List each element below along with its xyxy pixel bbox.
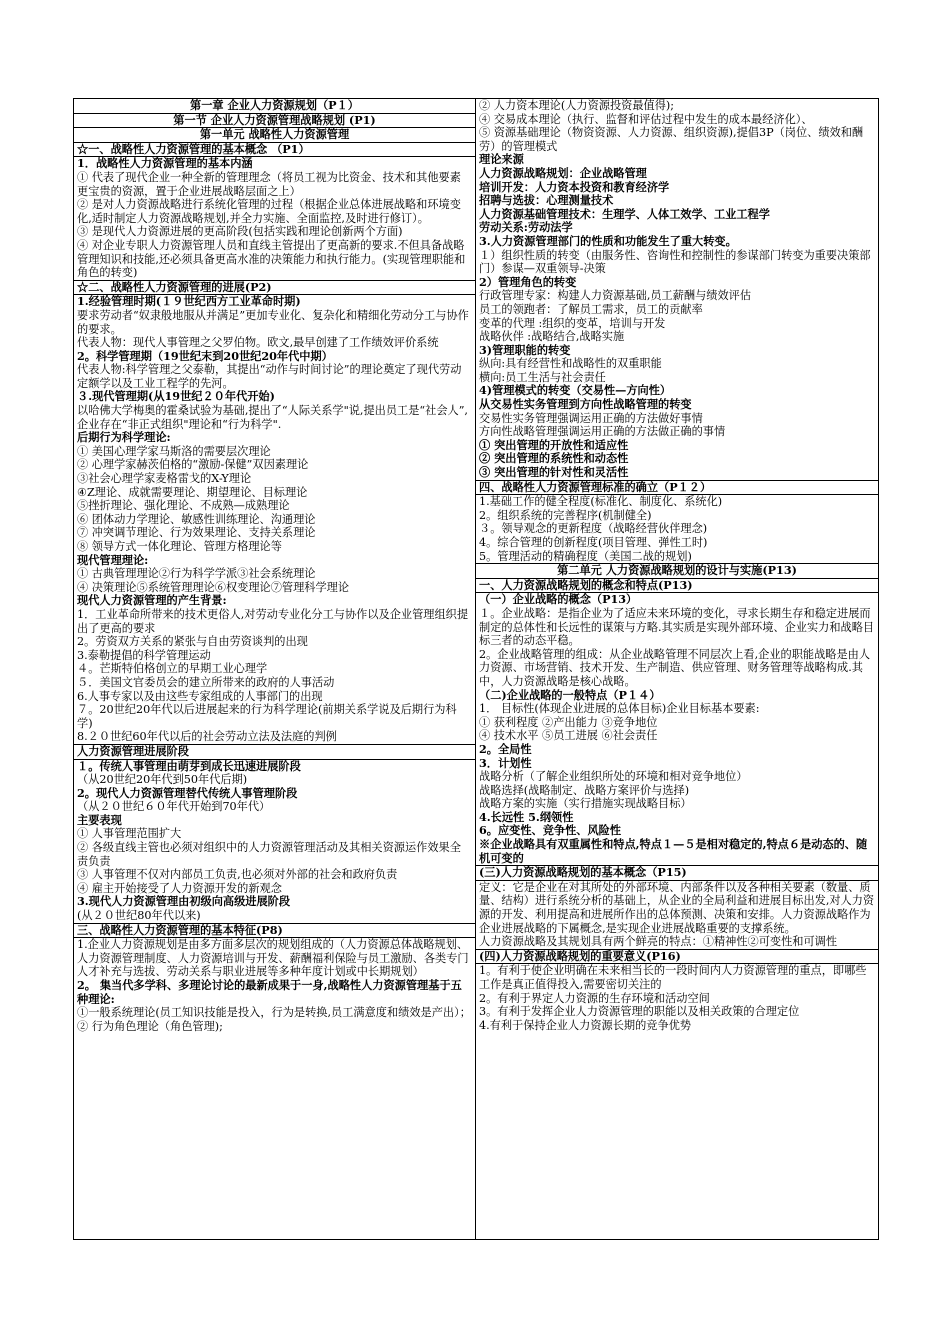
left-text-line: 8.２０世纪60年代以后的社会劳动立法及法庭的判例 — [77, 730, 337, 744]
right-cell-section — [476, 579, 878, 594]
right-text-line: （一）企业战略的概念（P13） — [479, 592, 638, 607]
right-text-line: 横向:员工生活与社会责任 — [479, 370, 606, 384]
left-text-line: ７。20世纪20年代以后进展起来的行为科学理论(前期关系学说及后期行为科学) — [77, 703, 457, 730]
document-page — [73, 98, 879, 1240]
left-text-line: ④ 对企业专职人力资源管理人员和直线主管提出了更高新的要求.不但具备战略管理知识和技能,还必须具备更高水准的决策能力和执行能力。(实现管理职能和角色的转变) — [77, 238, 466, 280]
left-cell-section — [74, 143, 475, 158]
right-text-line: 4.长远性 5.纲领性 — [479, 809, 574, 824]
right-text-line: 招聘与选拔：心理测量技术 — [479, 193, 614, 208]
left-text-line: ③ 人事管理不仅对内部员工负责,也必须对外部的社会和政府负责 — [77, 868, 398, 882]
right-text-line: 6。应变性、竞争性、风险性 — [479, 823, 622, 838]
left-text-line: ① 代表了现代企业一种全新的管理理念（将员工视为比资金、技术和其他要素更宝贵的资源，置于企业进展战略层面之上） — [77, 170, 461, 198]
right-text-line: 人力资源战略及其规划具有两个鲜亮的特点：①精神性②可变性和可调性 — [479, 935, 838, 949]
right-text-line: 定义：它是企业在对其所处的外部环境、内部条件以及各种相关要素（数量、质量、结构）进行系统分析的基础上，从企业的全局利益和进展目标出发,对人力资源的开发、利用提高和进展所作出的总体预测、决策和安排。人力资源战略作为企业进展战略的下属概念,是实现企业进展战略重要的支撑系统。 — [479, 880, 875, 935]
right-text-line: １。企业战略：是指企业为了适应未来环境的变化，寻求长期生存和稳定进展而制定的总体性和长远性的谋策与方略.其实质是实现外部环境、企业实力和战略目标三者的动态平稳。 — [479, 606, 875, 648]
right-text-line: 1。有利于使企业明确在未来相当长的一段时间内人力资源管理的重点，即哪些工作是真正值得投入,需要密切关注的 — [479, 964, 867, 991]
right-text-line: 第二单元 人力资源战略规划的设计与实施(P13) — [557, 563, 797, 578]
left-text-line: ① 美国心理学家马斯洛的需要层次理论 — [77, 444, 271, 458]
right-cell-body — [476, 495, 878, 564]
right-text-line: 培训开发：人力资本投资和教育经济学 — [479, 179, 670, 194]
left-text-line: 2。劳资双方关系的紧张与自由劳资谈判的出现 — [77, 635, 308, 649]
right-text-line: (四)人力资源战略规划的重要意义(P16) — [479, 948, 681, 963]
left-text-line: ④ 雇主开始接受了人力资源开发的新观念 — [77, 881, 282, 895]
right-text-line: 1． 目标性(体现企业进展的总体目标)企业目标基本要素: — [479, 702, 760, 716]
left-cell-body — [74, 760, 475, 924]
right-cell-title — [476, 564, 878, 579]
right-text-line: ② 突出管理的系统性和动态性 — [479, 451, 629, 466]
left-text-line: （从２０世纪６０年代开始到70年代） — [77, 800, 271, 814]
left-text-line: 1.企业人力资源规划是由多方面多层次的规划组成的（人力资源总体战略规划、人力资源管理制度、人力资源培训与开发、薪酬福利保险与员工激励、各类专门人才补充与选拔、劳动关系与职业进展等多种年度计划或中长期规划） — [77, 938, 469, 979]
right-text-line: 战略伙伴 :战略结合,战略实施 — [479, 330, 625, 344]
right-text-line: 战略选择(战略制定、战略方案评价与选择) — [479, 783, 690, 797]
right-text-line: ③ 突出管理的针对性和灵活性 — [479, 465, 629, 480]
left-text-line: 要求劳动者“奴隶般地服从并满足”更加专业化、复杂化和精细化劳动分工与协作的要求。 — [77, 308, 469, 336]
left-cell-body — [74, 295, 475, 745]
left-text-line: 1．战略性人力资源管理的基本内涵 — [77, 156, 253, 171]
left-text-line: ④Z理论、成就需要理论、期望理论、目标理论 — [77, 485, 308, 499]
right-text-line: 3．计划性 — [479, 755, 532, 770]
left-text-line: ② 是对人力资源战略进行系统化管理的过程（根据企业总体进展战略和环境变化,适时制定人力资源战略规划,并全力实施、全面监控,及时进行修订）。 — [77, 198, 461, 225]
right-cell-section — [476, 950, 878, 965]
right-text-line: ④ 交易成本理论（执行、监督和评估过程中发生的成本最经济化）、 — [479, 112, 813, 126]
left-text-line: ⑦ 冲突调节理论、行为效果理论、支持关系理论 — [77, 526, 316, 540]
right-cell-body — [476, 593, 878, 866]
left-text-line: 1．工业革命所带来的技术更俗人,对劳动专业化分工与协作以及企业管理组织提出了更高的要求 — [77, 607, 469, 635]
left-text-line: ③社会心理学家麦格雷戈的X-Y理论 — [77, 472, 252, 486]
right-text-line: 3.人力资源管理部门的性质和功能发生了重大转变。 — [479, 233, 737, 248]
right-text-line: 从交易性实务管理到方向性战略管理的转变 — [479, 397, 692, 412]
left-text-line: ☆一、战略性人力资源管理的基本概念 （P1） — [77, 141, 310, 156]
right-cell-section — [476, 866, 878, 881]
right-text-line: 变革的代理 :组织的变革，培训与开发 — [479, 316, 666, 330]
left-text-line: 现代管理理论: — [77, 552, 149, 567]
right-text-line: 四、战略性人力资源管理标准的确立（P１２） — [479, 479, 712, 494]
left-text-line: (从２０世纪80年代以来) — [77, 909, 201, 923]
left-text-line: 主要表现 — [77, 812, 122, 827]
left-text-line: ① 古典管理理论②行为科学学派③社会系统理论 — [77, 567, 316, 581]
left-text-line: 第一单元 战略性人力资源管理 — [199, 127, 350, 142]
left-text-line: 三、战略性人力资源管理的基本特征(P8) — [77, 922, 283, 937]
left-cell-section — [74, 924, 475, 939]
left-text-line: １。传统人事管理由萌芽到成长迅速进展阶段 — [77, 758, 301, 773]
left-cell-section — [74, 745, 475, 760]
right-cell-body — [476, 99, 878, 481]
left-text-line: 1.经验管理时期(１９世纪西方工业革命时期) — [77, 294, 301, 309]
right-text-line: 人力资源基础管理技术：生理学、人体工效学、工业工程学 — [479, 206, 770, 221]
left-text-line: ④ 决策理论⑤系统管理理论⑥权变理论⑦管理科学理论 — [77, 580, 350, 594]
right-text-line: ④ 技术水平 ⑤员工进展 ⑥社会责任 — [479, 729, 658, 743]
left-text-line: 3.现代人力资源管理由初级向高级进展阶段 — [77, 894, 291, 909]
left-text-line: 人力资源管理进展阶段 — [77, 743, 189, 758]
left-text-line: ① 人事管理范围扩大 — [77, 827, 182, 841]
right-text-line: 行政管理专家：构建人力资源基础,员工薪酬与绩效评估 — [479, 289, 752, 303]
left-text-line: ３.现代管理期(从19世纪２０年代开始) — [77, 389, 275, 404]
right-cell-body — [476, 881, 878, 950]
left-text-line: ⑤挫折理论、强化理论、不成熟—成熟理论 — [77, 499, 290, 513]
left-text-line: 后期行为科学理论: — [77, 430, 171, 445]
left-text-line: ⑧ 领导方式一体化理论、管理方格理论等 — [77, 540, 282, 553]
left-text-line: 第一章 企业人力资源规划（P１） — [190, 99, 359, 112]
left-text-line: ４。芒斯特伯格创立的早期工业心理学 — [77, 662, 268, 676]
left-text-line: 2。 集当代多学科、多理论讨论的最新成果于一身,战略性人力资源管理基于五种理论: — [77, 978, 462, 1006]
right-text-line: 方向性战略管理强调运用正确的方法做正确的事情 — [479, 425, 726, 439]
left-text-line: 现代人力资源管理的产生背景: — [77, 593, 227, 608]
right-text-line: ① 获利程度 ②产出能力 ③竞争地位 — [479, 715, 658, 729]
right-text-line: 交易性实务管理强调运用正确的方法做好事情 — [479, 411, 703, 425]
right-text-line: 5。管理活动的精确程度（美国二战的规划) — [479, 549, 692, 563]
right-text-line: 员工的领跑者：了解员工需求，员工的贡献率 — [479, 302, 703, 316]
left-cell-body — [74, 157, 475, 280]
left-text-line: ⑥ 团体动力学理论、敏感性训练理论、沟通理论 — [77, 512, 316, 526]
right-text-line: 战略方案的实施（实行措施实现战略目标） — [479, 797, 692, 811]
right-text-line: ② 人力资本理论(人力资源投资最值得); — [479, 99, 675, 112]
right-column — [476, 99, 878, 1239]
right-text-line: １）组织性质的转变（由服务性、咨询性和控制性的参谋部门转变为重要决策部门）参谋—双重领导-决策 — [479, 248, 871, 276]
right-text-line: ⑤ 资源基础理论（物资资源、人力资源、组织资源),提倡3P（岗位、绩效和酬劳）的管理模式 — [479, 126, 864, 153]
right-text-line: ※企业战略具有双重属性和特点,特点１—５是相对稳定的,特点６是动态的、随机可变的 — [479, 837, 868, 865]
left-text-line: ①一般系统理论(员工知识技能是投入，行为是转换,员工满意度和绩效是产出）； — [77, 1006, 471, 1020]
left-text-line: ② 行为角色理论（角色管理); — [77, 1019, 223, 1033]
left-cell-title — [74, 128, 475, 143]
right-text-line: 4。综合管理的创新程度(项目管理、弹性工时) — [479, 536, 708, 549]
right-text-line: 2。企业战略管理的组成：从企业战略管理不同层次上看,企业的职能战略是由人力资源、市场营销、技术开发、生产制造、供应管理、财务管理等战略构成.其中，人力资源战略是核心战略。 — [479, 647, 871, 688]
right-text-line: 一、人力资源战略规划的概念和特点(P13) — [479, 577, 693, 592]
left-cell-title — [74, 99, 475, 114]
left-cell-section — [74, 281, 475, 296]
right-text-line: 2。有利于界定人力资源的生存环境和活动空间 — [479, 991, 710, 1005]
left-text-line: 代表人物：现代人事管理之父罗伯物。欧文,最早创建了工作绩效评价系统 — [77, 336, 439, 350]
left-cell-body — [74, 938, 475, 1033]
right-text-line: 人力资源战略规划：企业战略管理 — [479, 165, 647, 180]
left-text-line: 第一节 企业人力资源管理战略规划 (P1) — [173, 112, 376, 127]
right-text-line: （二)企业战略的一般特点（P１４） — [479, 687, 661, 702]
left-text-line: （从20世纪20年代到50年代后期) — [77, 773, 248, 787]
right-text-line: 纵向:具有经营性和战略性的双重职能 — [479, 357, 662, 371]
right-text-line: 4.有利于保持企业人力资源长期的竞争优势 — [479, 1018, 692, 1032]
left-text-line: 代表人物:科学管理之父泰勒，其提出“动作与时间讨论”的理论奠定了现代劳动定额学以及工业工程学的先河。 — [77, 363, 462, 390]
right-text-line: 1.基础工作的健全程度(标准化、制度化、系统化) — [479, 495, 723, 509]
right-text-line: ３。领导观念的更新程度（战略经营伙伴理念) — [479, 522, 708, 536]
right-text-line: 2。全局性 — [479, 741, 532, 756]
left-column — [74, 99, 476, 1239]
right-text-line: 3。有利于发挥企业人力资源管理的职能以及相关政策的合理定位 — [479, 1005, 800, 1019]
right-text-line: (三)人力资源战略规划的基本概念（P15) — [479, 865, 687, 880]
left-text-line: ☆二、战略性人力资源管理的进展(P2) — [77, 279, 272, 294]
left-text-line: ② 心理学家赫茨伯格的“激励-保健”双因素理论 — [77, 458, 309, 472]
right-text-line: 劳动关系:劳动法学 — [479, 220, 573, 235]
right-text-line: 2。组织系统的完善程序(机制健全) — [479, 508, 652, 522]
right-cell-section — [476, 481, 878, 496]
right-text-line: 4)管理模式的转变（交易性—方向性） — [479, 383, 672, 398]
right-text-line: 3)管理职能的转变 — [479, 342, 571, 357]
left-cell-title — [74, 114, 475, 129]
left-text-line: 2。科学管理期（19世纪末到20世纪20年代中期） — [77, 348, 333, 363]
left-text-line: 以哈佛大学梅奥的霍桑试验为基础,提出了“人际关系学"说,提出员工是“社会人”,企业存在“非正式组织"理论和“行为科学". — [77, 404, 468, 431]
right-text-line: ① 突出管理的开放性和适应性 — [479, 437, 629, 452]
left-text-line: ② 各级直线主管也必须对组织中的人力资源管理活动及其相关资源运作效果全责负责 — [77, 841, 461, 868]
right-text-line: 理论来源 — [479, 152, 524, 167]
right-text-line: 战略分析（了解企业组织所处的环境和相对竞争地位） — [479, 770, 748, 784]
right-cell-body — [476, 964, 878, 1032]
right-text-line: 2）管理角色的转变 — [479, 274, 577, 289]
left-text-line: 3.泰勒提倡的科学管理运动 — [77, 648, 211, 662]
left-text-line: ③ 是现代人力资源进展的更高阶段(包括实践和理论创新两个方面) — [77, 225, 403, 239]
left-text-line: 2。现代人力资源管理替代传统人事管理阶段 — [77, 785, 298, 800]
left-text-line: ５．美国文官委员会的建立所带来的政府的人事活动 — [77, 675, 335, 689]
left-text-line: 6.人事专家以及由这些专家组成的人事部门的出现 — [77, 689, 323, 703]
